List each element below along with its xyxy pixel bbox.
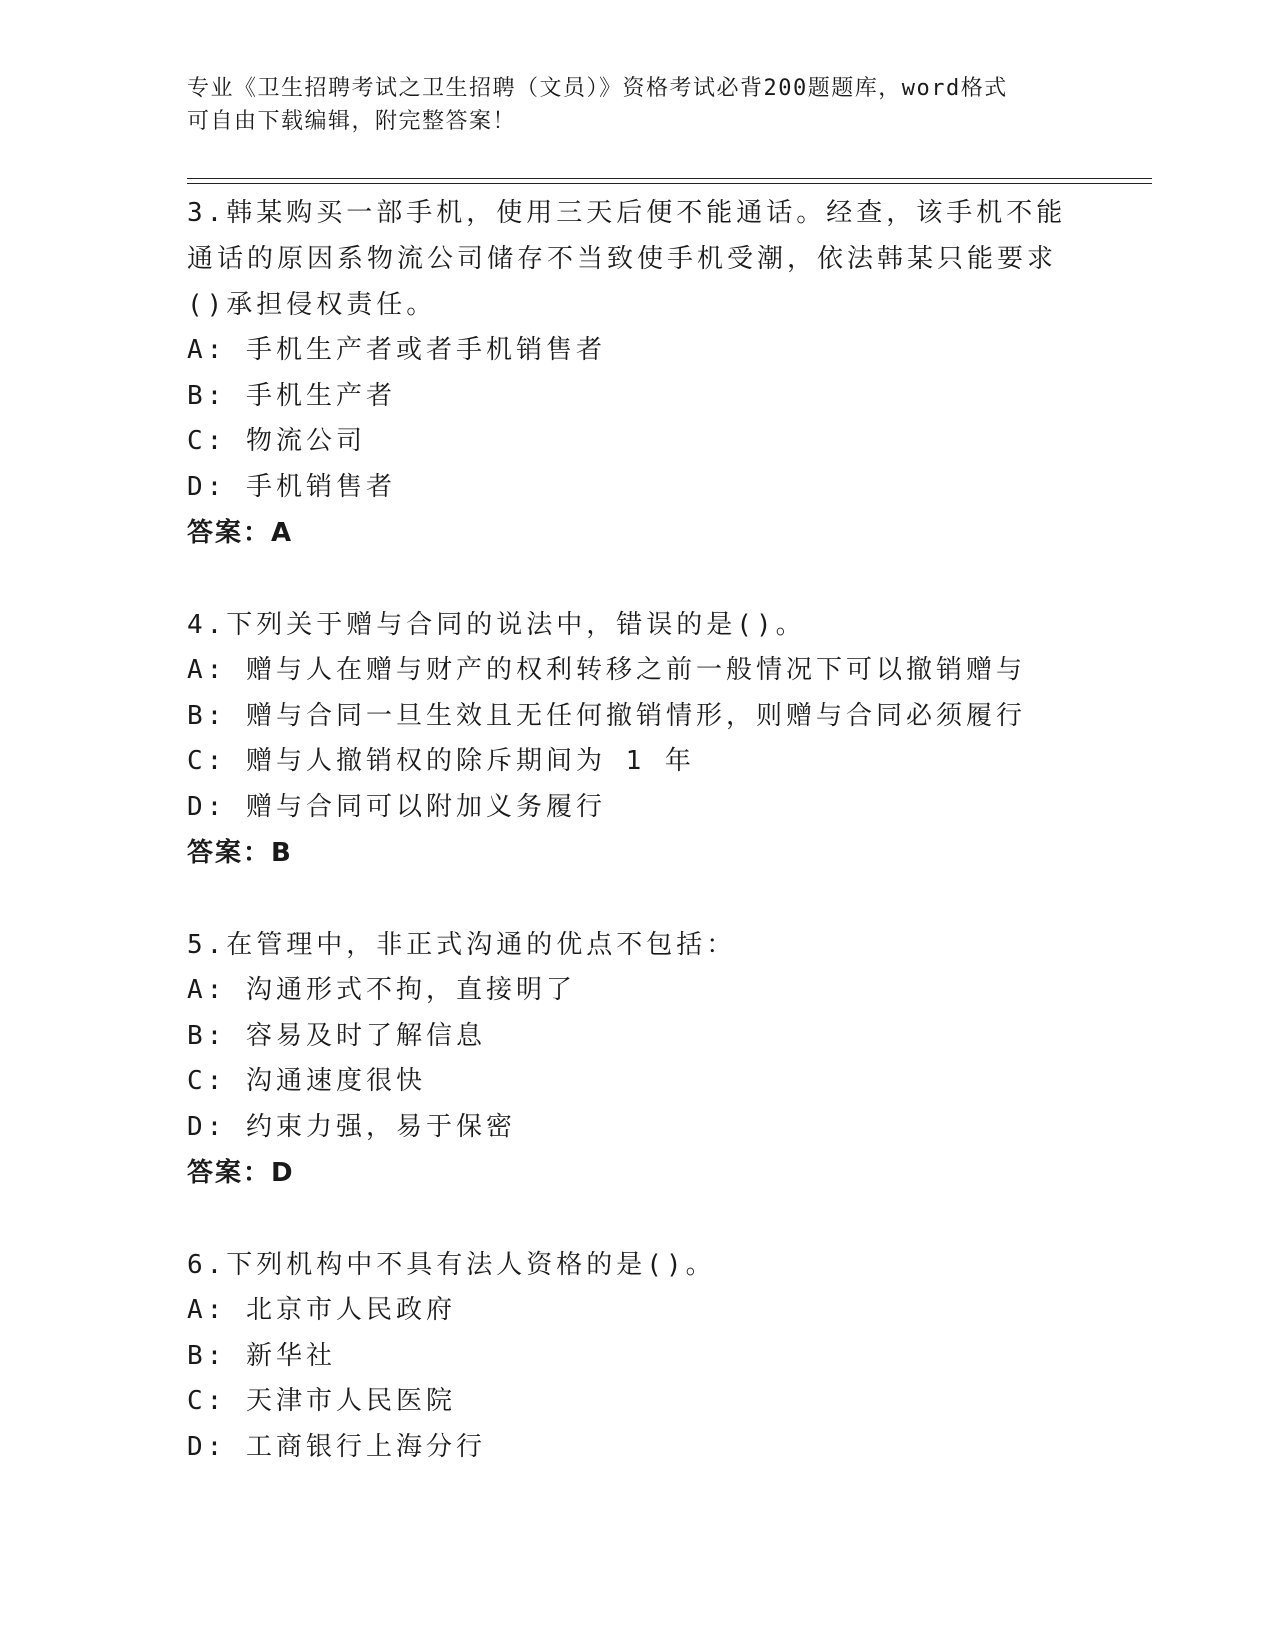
question-text: 3.韩某购买一部手机，使用三天后便不能通话。经查，该手机不能通话的原因系物流公司储存不当致使手机受潮，依法韩某只能要求()承担侵权责任。: [187, 198, 1067, 320]
option-b: B: 新华社: [187, 1340, 336, 1371]
document-header: [187, 72, 1087, 138]
answer-label: 答案：A: [187, 518, 294, 548]
option-d: D: 赠与合同可以附加义务履行: [187, 791, 606, 822]
option-d: D: 手机销售者: [187, 471, 396, 502]
option-c: C: 物流公司: [187, 426, 366, 456]
question-6: [187, 1242, 1087, 1470]
header-line-2: 可自由下载编辑，附完整答案！: [187, 109, 517, 134]
option-c: C: 沟通速度很快: [187, 1066, 426, 1096]
option-c: C: 天津市人民医院: [187, 1386, 456, 1416]
option-a: A: 赠与人在赠与财产的权利转移之前一般情况下可以撤销赠与: [187, 655, 1026, 685]
question-5: [187, 922, 1087, 1196]
header-line-1: 专业《卫生招聘考试之卫生招聘（文员）》资格考试必背200题题库，word格式: [187, 76, 1008, 101]
question-text: 6.下列机构中不具有法人资格的是()。: [187, 1250, 716, 1280]
option-a: A: 北京市人民政府: [187, 1295, 456, 1325]
question-text: 4.下列关于赠与合同的说法中，错误的是()。: [187, 610, 806, 640]
answer-label: 答案：D: [187, 1158, 295, 1188]
option-d: D: 约束力强，易于保密: [187, 1111, 516, 1142]
question-3: [187, 190, 1087, 556]
option-b: B: 容易及时了解信息: [187, 1020, 486, 1051]
option-d: D: 工商银行上海分行: [187, 1431, 486, 1462]
question-4: [187, 602, 1087, 876]
option-a: A: 手机生产者或者手机销售者: [187, 335, 606, 365]
option-b: B: 赠与合同一旦生效且无任何撤销情形，则赠与合同必须履行: [187, 700, 1026, 731]
header-divider: [187, 178, 1152, 184]
option-c: C: 赠与人撤销权的除斥期间为 1 年: [187, 746, 695, 776]
option-a: A: 沟通形式不拘，直接明了: [187, 975, 576, 1005]
question-list: [187, 190, 1087, 1470]
answer-label: 答案：B: [187, 838, 293, 868]
option-b: B: 手机生产者: [187, 380, 396, 411]
question-text: 5.在管理中，非正式沟通的优点不包括：: [187, 930, 737, 960]
